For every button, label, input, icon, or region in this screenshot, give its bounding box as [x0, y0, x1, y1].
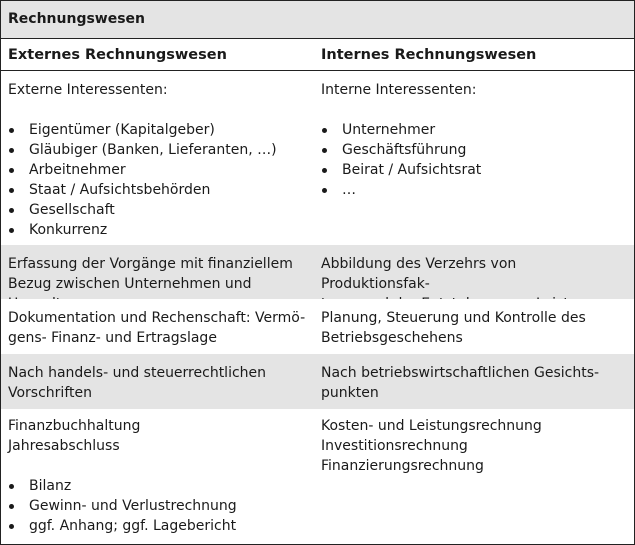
- list-item: Gesellschaft: [8, 200, 308, 220]
- table-row: [1, 70, 634, 245]
- external-stakeholders-cell: [8, 80, 308, 240]
- text-line: Dokumentation und Rechenschaft: Vermö-: [8, 310, 306, 326]
- list-item: Geschäftsführung: [321, 140, 626, 160]
- text-line: Planung, Steuerung und Kontrolle des: [321, 310, 586, 326]
- text-line: Investitionsrechnung: [321, 438, 468, 454]
- text-line: Finanzierungsrechnung: [321, 458, 484, 474]
- list-item: Gläubiger (Banken, Lieferanten, …): [8, 140, 308, 160]
- list-item: Staat / Aufsichtsbehörden: [8, 180, 308, 200]
- table-row: [1, 354, 634, 409]
- list-item: …: [321, 180, 626, 200]
- list-item: ggf. Anhang; ggf. Lagebericht: [8, 516, 308, 536]
- list-item: Gewinn- und Verlustrechnung: [8, 496, 308, 516]
- text-line: Bezug zwischen Unternehmen und: [8, 276, 252, 292]
- internal-stakeholders-list: [321, 120, 626, 200]
- text-line: Vorschriften: [8, 385, 92, 401]
- text-line: Finanzbuchhaltung: [8, 418, 141, 434]
- text-line: Erfassung der Vorgänge mit finanziellem: [8, 256, 293, 272]
- list-item: Eigentümer (Kapitalgeber): [8, 120, 308, 140]
- internal-stakeholders-label: Interne Interessenten:: [321, 82, 477, 98]
- list-item: Arbeitnehmer: [8, 160, 308, 180]
- text-line: gens- Finanz- und Ertragslage: [8, 330, 217, 346]
- internal-instruments-cell: [321, 416, 626, 476]
- table-title: Rechnungswesen: [8, 11, 146, 27]
- table-title-row: [1, 1, 634, 39]
- table-header-row: [1, 38, 634, 71]
- table-row: [1, 245, 634, 299]
- text-line: Kosten- und Leistungsrechnung: [321, 418, 542, 434]
- internal-stakeholders-cell: [321, 80, 626, 200]
- text-line: Abbildung des Verzehrs von Produktionsfak-: [321, 256, 517, 292]
- list-item: Beirat / Aufsichtsrat: [321, 160, 626, 180]
- table-row: [1, 299, 634, 354]
- text-line: Jahresabschluss: [8, 438, 120, 454]
- header-internal: Internes Rechnungswesen: [321, 47, 537, 63]
- text-line: punkten: [321, 385, 379, 401]
- list-item: Konkurrenz: [8, 220, 308, 240]
- text-line: Betriebsgeschehens: [321, 330, 463, 346]
- list-item: Bilanz: [8, 476, 308, 496]
- header-external: Externes Rechnungswesen: [8, 47, 227, 63]
- internal-task-cell: [321, 308, 626, 348]
- external-basis-cell: [8, 363, 308, 403]
- text-line: Nach handels- und steuerrechtlichen: [8, 365, 267, 381]
- internal-basis-cell: [321, 363, 626, 403]
- financial-statements-list: [8, 476, 308, 536]
- external-task-cell: [8, 308, 308, 348]
- list-item: Unternehmer: [321, 120, 626, 140]
- external-stakeholders-list: [8, 120, 308, 240]
- external-stakeholders-label: Externe Interessenten:: [8, 82, 168, 98]
- text-line: Nach betriebswirtschaftlichen Gesichts-: [321, 365, 600, 381]
- external-instruments-cell: [8, 416, 308, 536]
- table-row: [1, 409, 634, 544]
